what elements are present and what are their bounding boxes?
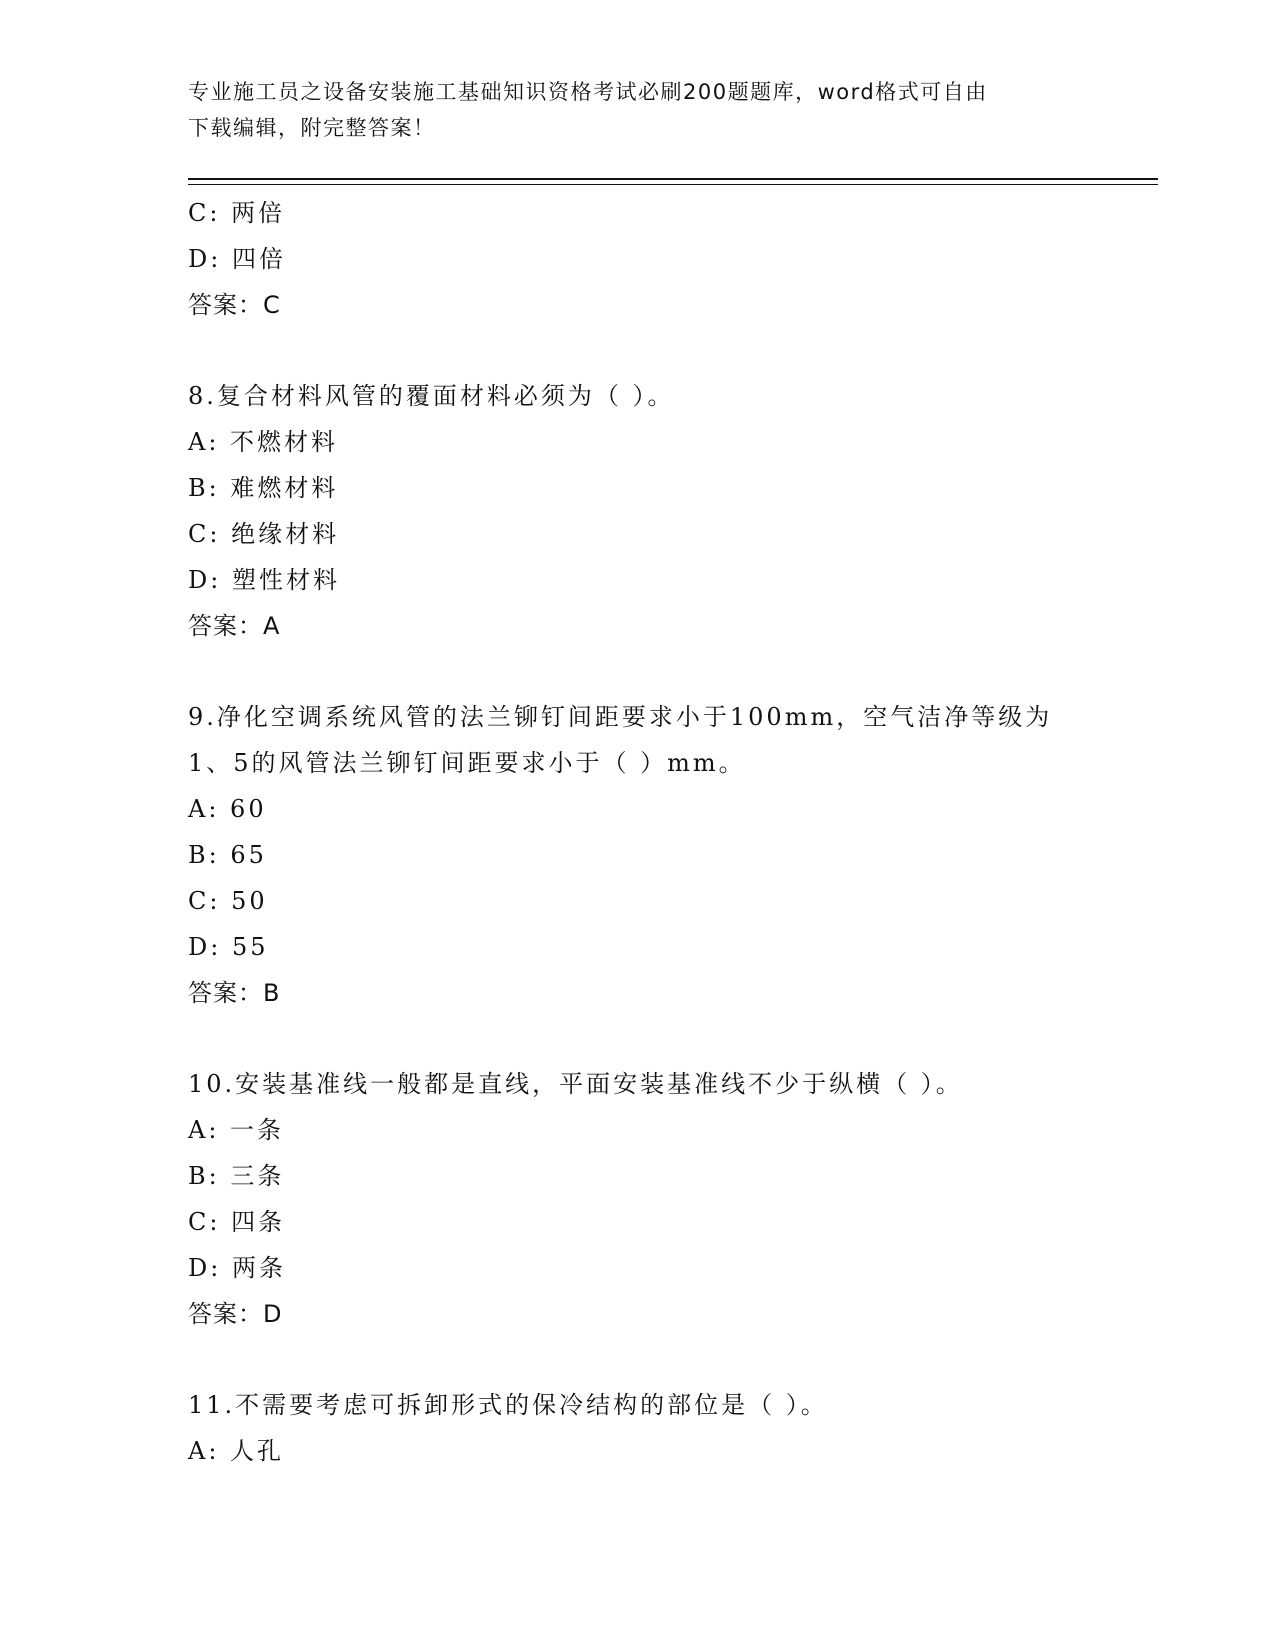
question-list	[188, 190, 1088, 1474]
question-text-continued: 1、5的风管法兰铆钉间距要求小于（ ）mm。	[188, 749, 746, 777]
answer-line: 答案：A	[188, 612, 281, 640]
question-9	[188, 694, 1088, 1016]
option-a: A: 一条	[188, 1116, 285, 1144]
option-c: C: 两倍	[188, 199, 286, 227]
question-text: 11.不需要考虑可拆卸形式的保冷结构的部位是（ ）。	[188, 1391, 828, 1419]
option-d: D: 55	[188, 933, 269, 961]
option-d: D: 塑性材料	[188, 566, 340, 594]
answer-line: 答案：D	[188, 1300, 283, 1328]
header-line-1: 专业施工员之设备安装施工基础知识资格考试必刷200题题库，word格式可自由	[188, 80, 988, 104]
partial-question	[188, 190, 1088, 328]
answer-line: 答案：B	[188, 979, 281, 1007]
answer-line: 答案：C	[188, 291, 281, 319]
header-line-2: 下载编辑，附完整答案！	[188, 116, 436, 140]
option-d: D: 四倍	[188, 245, 286, 273]
option-c: C: 50	[188, 887, 268, 915]
option-d: D: 两条	[188, 1254, 286, 1282]
question-10	[188, 1061, 1088, 1337]
header-rule-thin	[188, 184, 1158, 185]
question-text: 9.净化空调系统风管的法兰铆钉间距要求小于100mm，空气洁净等级为	[188, 703, 1053, 731]
question-11	[188, 1382, 1088, 1474]
option-a: A: 人孔	[188, 1437, 285, 1465]
option-b: B: 难燃材料	[188, 474, 339, 502]
question-8	[188, 373, 1088, 649]
option-c: C: 绝缘材料	[188, 520, 340, 548]
question-text: 8.复合材料风管的覆面材料必须为（ ）。	[188, 382, 675, 410]
question-text: 10.安装基准线一般都是直线，平面安装基准线不少于纵横（ ）。	[188, 1070, 963, 1098]
header-rule-thick	[188, 178, 1158, 180]
option-a: A: 60	[188, 795, 267, 823]
option-c: C: 四条	[188, 1208, 286, 1236]
option-a: A: 不燃材料	[188, 428, 339, 456]
document-header	[188, 74, 1068, 146]
option-b: B: 三条	[188, 1162, 285, 1190]
option-b: B: 65	[188, 841, 267, 869]
